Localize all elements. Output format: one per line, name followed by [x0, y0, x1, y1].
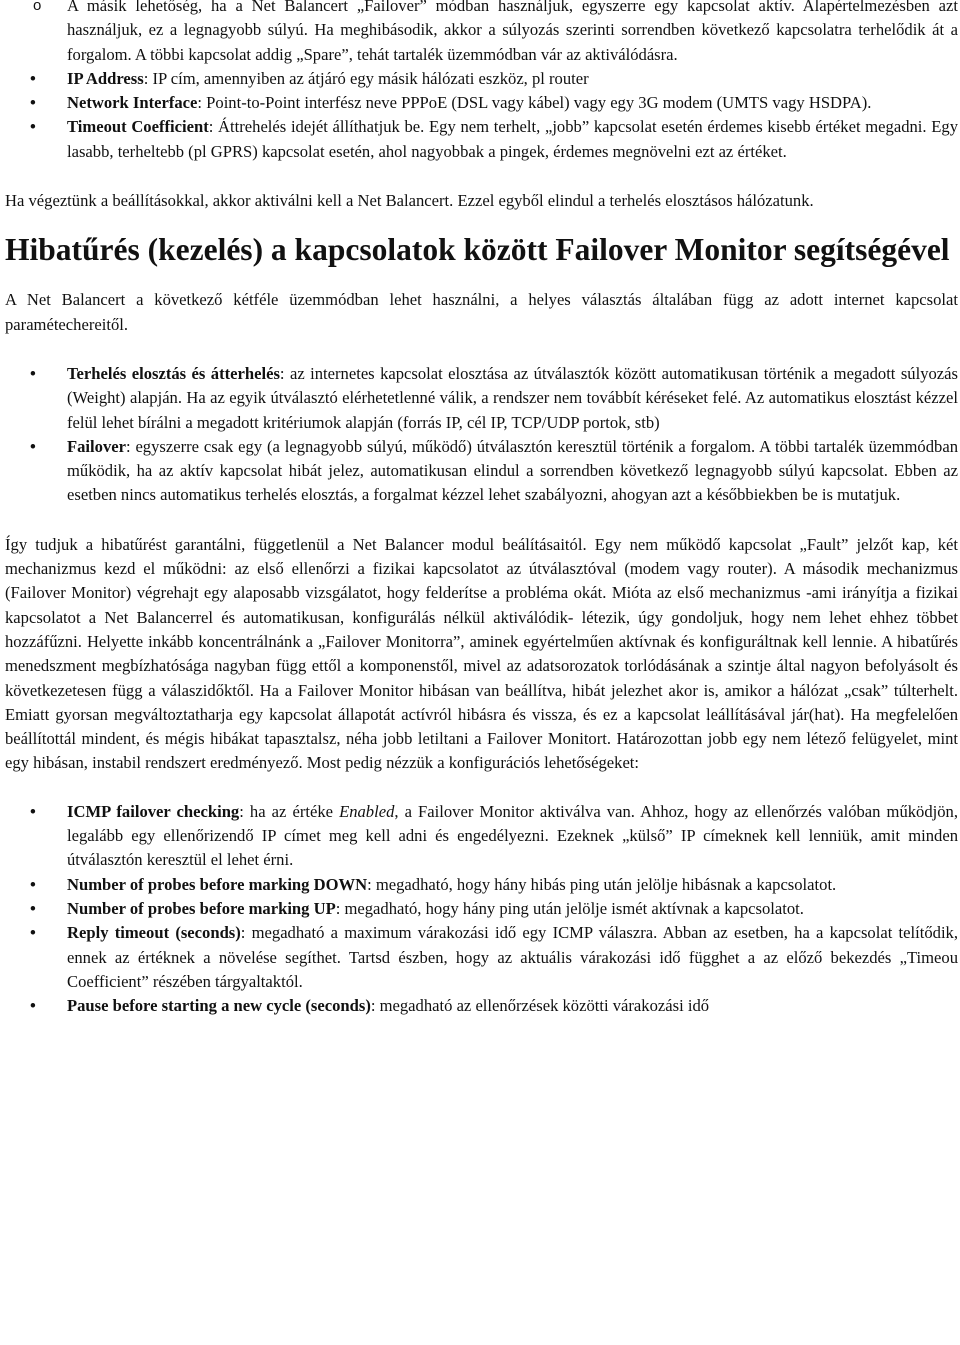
config-term: Reply timeout (seconds) — [67, 923, 241, 943]
config-desc: : megadható, hogy hány ping után jelölje ismét aktívnak a kapcsolatot. — [335, 898, 804, 918]
sub-list — [5, 0, 958, 67]
list-item — [5, 67, 958, 91]
setting-desc: : Point-to-Point interfész neve PPPoE (DSL vagy kábel) vagy egy 3G modem (UMTS vagy HSDPA). — [197, 93, 872, 113]
list-item — [5, 435, 958, 508]
config-desc: : megadható, hogy hány hibás ping után jelölje hibásnak a kapcsolatot. — [367, 874, 837, 894]
mode-term: Failover — [67, 436, 126, 456]
setting-term: IP Address — [67, 68, 144, 88]
list-item — [5, 897, 958, 921]
config-term: ICMP failover checking — [67, 801, 240, 821]
config-term: Pause before starting a new cycle (seconds) — [67, 996, 371, 1016]
list-item — [5, 115, 958, 164]
setting-desc: : IP cím, amennyiben az átjáró egy másik hálózati eszköz, pl router — [143, 68, 589, 88]
setting-desc: : Áttrehelés idejét állíthatjuk be. Egy nem terhelt, „jobb” kapcsolat esetén érdemes kisebb értéket megadni. Egy lasabb, terheltebb (pl GPRS) kapcsolat esetén, ahol nagyobbak a pingek, érdemes megnövelni ezt az értéket. — [67, 117, 958, 161]
list-item — [5, 873, 958, 897]
config-emphasis: Enabled — [339, 801, 395, 821]
settings-list — [5, 67, 958, 164]
modes-list — [5, 362, 958, 508]
list-item — [5, 362, 958, 435]
list-item — [5, 800, 958, 873]
list-item — [5, 994, 958, 1018]
section-heading: Hibatűrés (kezelés) a kapcsolatok között Failover Monitor segítségével — [5, 232, 950, 268]
config-list — [5, 800, 958, 1019]
config-desc: : ha az értéke — [239, 801, 340, 821]
setting-term: Network Interface — [67, 93, 198, 113]
mode-desc: : egyszerre csak egy (a legnagyobb súlyú, működő) útválasztón keresztül történik a forgalom. A többi tartalék üzemmódban működik, ha az aktív kapcsolat hibát jelez, automatikusan elindul a sorrendben következő legnagyobb súlyú kapcsolat. Ebben az esetben nincs automatikus terhelés elosztás, a forgalmat kézzel lehet szabályozni, ahogyan azt a későbbiekben be is mutatjuk. — [67, 436, 958, 505]
list-item — [5, 921, 958, 994]
list-item — [5, 91, 958, 115]
config-term: Number of probes before marking UP — [67, 898, 336, 918]
document-page — [5, 0, 958, 1018]
config-desc: , a Failover Monitor aktiválva van. Ahhoz, hogy az ellenőrzés valóban működjön, legalább egy ellenőrizendő IP címet meg kell adni és engedélyezni. Ezeknek „külső” IP címeknek kell lenniük, amit minden útválasztón keresztül el lehet érni. — [67, 801, 958, 870]
mode-desc: : az internetes kapcsolat elosztása az útválasztók között automatikusan történik a megadott súlyozás (Weight) alapján. Ha az egyik útválasztó elérhetetlenné válik, a rendszer nem továbbít kéréseket felé. Az automatikus elosztást kézzel felül lehet bírálni a megadott kritériumok alapján (forrás IP, cél IP, TCP/UDP portok, stb) — [67, 363, 958, 432]
mode-term: Terhelés elosztás és átterhelés — [67, 363, 280, 383]
paragraph-long: Így tudjuk a hibatűrést garantálni, függetlenül a Net Balancer modul beálításaitól. Egy nem működő kapcsolat „Fault” jelzőt kap, két mechanizmus kezd el működni: az első ellenőrzi a fizikai kapcsolatot az útválasztóval (modem vagy router). A második mechanizmus (Failover Monitor) végrehajt egy alaposabb vizsgálatot, hogy felderítse a probléma okát. Mióta az első mechanizmus -ami irányítja a fizikai kapcsolatot a Net Balancerrel és automatikusan, konfigurálás nélkül aktiválódik- létezik, úgy gondoljuk, hogy nem lehet ehhez többet hozzáfűzni. Helyette inkább koncentrálnánk a „Failover Monitorra”, aminek egyértelműen aktívnak és konfiguráltnak kell lennie. A hibatűrés menedszment megbízhatósága nagyban függ ettől a komponenstől, mivel az adatsorozatok torlódásának a szintje által nagyon befolyásolt és következetesen függ a válaszidőktől. Ha a Failover Monitor hibásan van beállítva, hibát jelezhet akor is, amikor a hálózat „csak” túlterhelt. Emiatt gyorsan megváltoztatharja egy kapcsolat állapotát actívról hibásra és vissza, és ez a kapcsolat leállításával jár(hat). Ha megfelelően beállítottál mindent, és mégis hibákat tapasztalsz, néha jobb letiltani a Failover Monitort. Határozottan jobb egy nem létező felügyelet, mint egy hibásan, instabil rendszert eredményező. Most pedig nézzük a konfigurációs lehetőségeket: — [5, 534, 958, 773]
list-item — [5, 0, 958, 67]
config-desc: : megadható az ellenőrzések közötti várakozási idő — [370, 996, 710, 1016]
paragraph-intro: A Net Balancert a következő kétféle üzemmódban lehet használni, a helyes választás általában függ az adott internet kapcsolat paramétechereitől. — [5, 290, 958, 334]
config-desc: : megadható a maximum várakozási idő egy ICMP válaszra. Abban az esetben, ha a kapcsolat telítődik, ennek az értéknek a növelése segíthet. Tartsd észben, hogy az aktuális várakozási idő függhet a az előző bekezdés „Timeou Coefficient” részében tárgyaltaktól. — [67, 923, 959, 991]
config-term: Number of probes before marking DOWN — [67, 874, 368, 894]
paragraph-activate: Ha végeztünk a beállításokkal, akkor aktiválni kell a Net Balancert. Ezzel egyből elindul a terhelés elosztásos hálózatunk. — [5, 191, 814, 211]
item-text: A másik lehetőség, ha a Net Balancert „Failover” módban használjuk, egyszerre egy kapcsolat aktív. Alapértelmezésben azt használjuk, ez a legnagyobb súlyú. Ha meghibásodik, akkor a súlyozás szerinti sorrendben következő kapcsolatra terhelődik át a forgalom. A többi kapcsolat addig „Spare”, tehát tartalék üzemmódban vár az aktiválódásra. — [67, 0, 958, 64]
setting-term: Timeout Coefficient — [67, 117, 209, 137]
